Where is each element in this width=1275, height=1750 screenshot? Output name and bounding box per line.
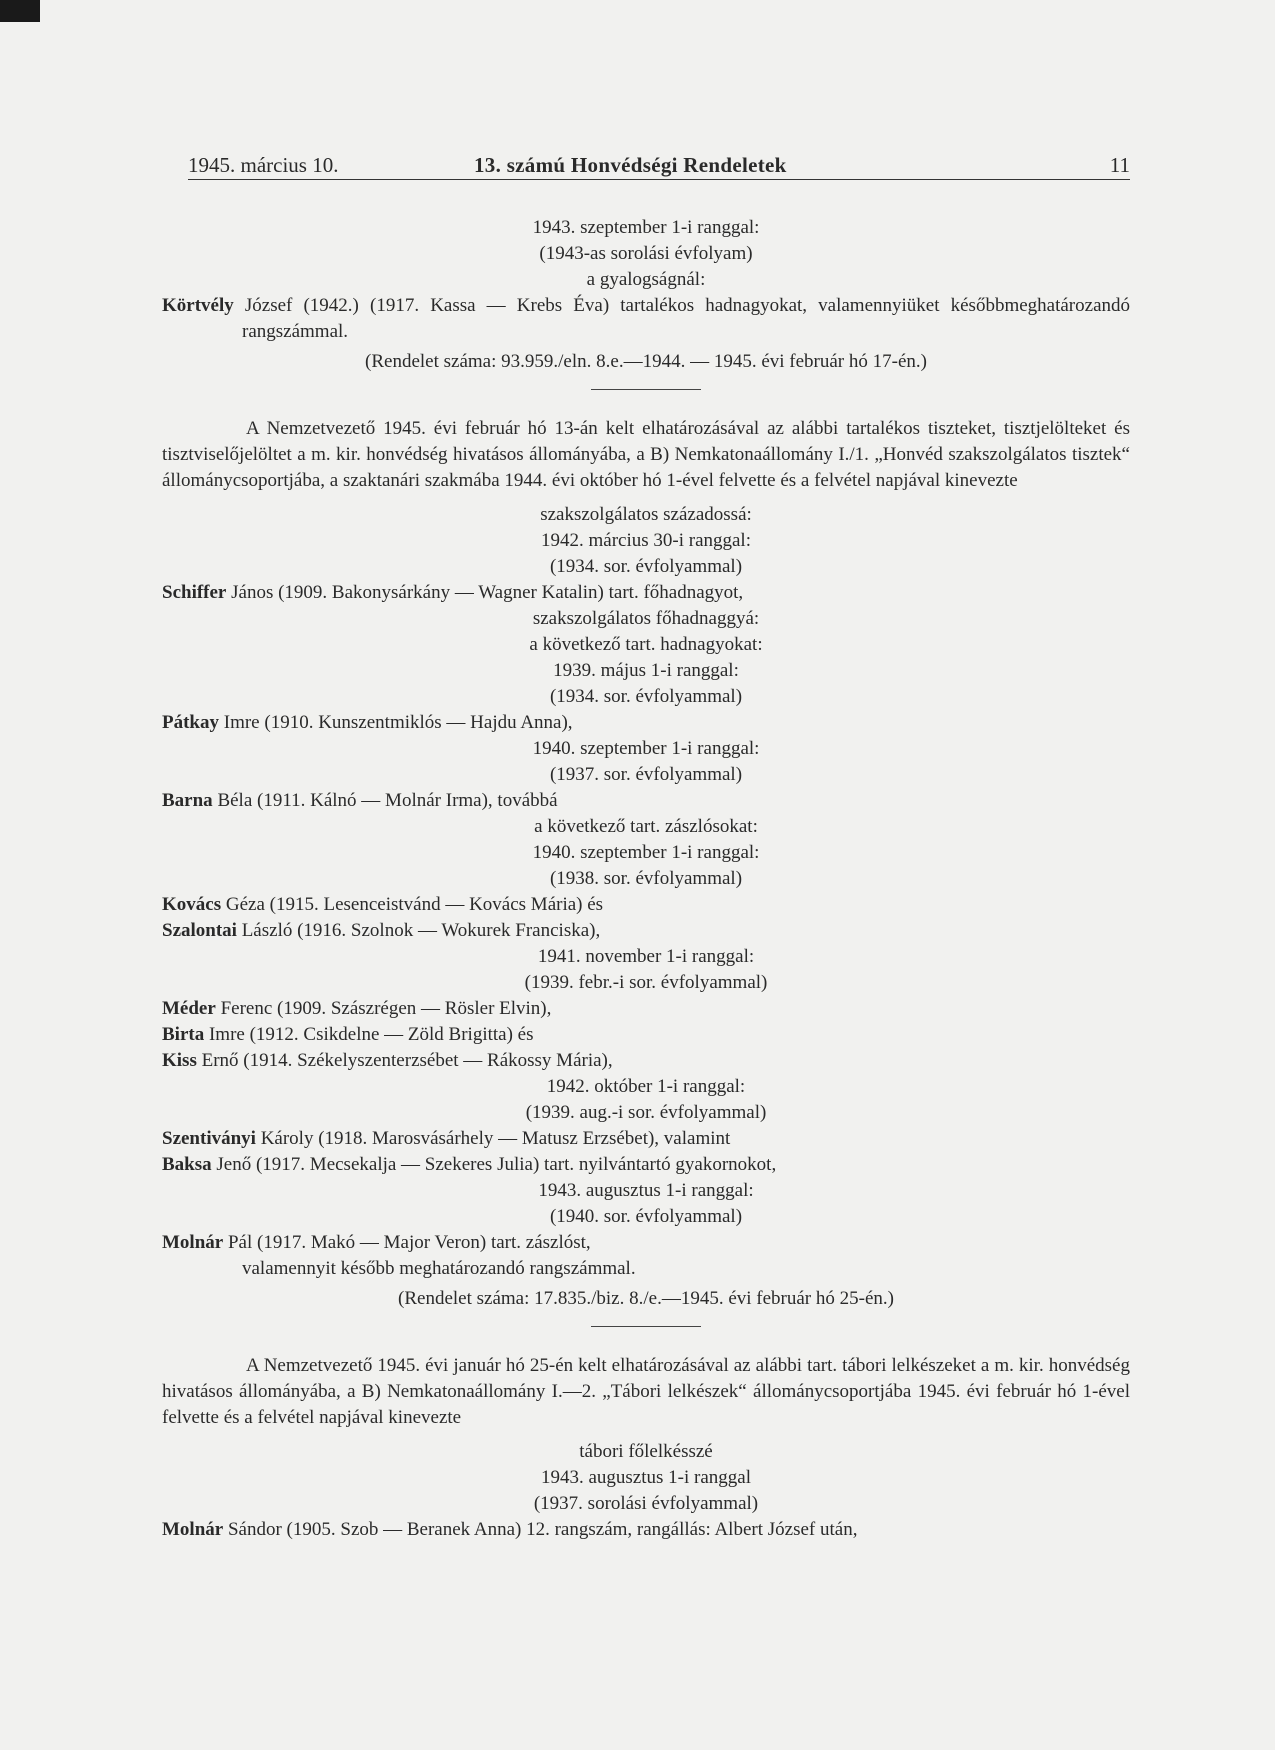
person-details: Imre (1910. Kunszentmiklós — Hajdu Anna), xyxy=(223,712,573,733)
branch-line: a gyalogságnál: xyxy=(586,269,706,290)
rank-date-line: 1942. október 1-i ranggal: xyxy=(546,1076,746,1097)
person-details: Károly (1918. Marosvásárhely — Matusz Erzsébet), valamint xyxy=(260,1128,731,1149)
rank-heading: szakszolgálatos főhadnaggyá: xyxy=(532,608,760,629)
person-details: Béla (1911. Kálnó — Molnár Irma), továbbá xyxy=(217,790,558,811)
order-reference: (Rendelet száma: 17.835./biz. 8./e.—1945. évi február hó 25-én.) xyxy=(398,1288,894,1309)
class-year-line: (1934. sor. évfolyammal) xyxy=(549,556,743,577)
person-details: Ferenc (1909. Szászrégen — Rösler Elvin), xyxy=(220,998,552,1019)
person-entry xyxy=(162,1230,1130,1256)
rank-heading: szakszolgálatos századossá: xyxy=(540,504,752,525)
group-heading: a következő tart. zászlósokat: xyxy=(534,816,758,837)
class-year-line: (1937. sorolási évfolyammal) xyxy=(533,1493,759,1514)
person-details: László (1916. Szolnok — Wokurek Franciska), xyxy=(241,920,601,941)
rank-date-line: 1943. augusztus 1-i ranggal xyxy=(540,1467,751,1488)
header-title: 13. számú Honvédségi Rendeletek xyxy=(474,153,787,177)
person-name: Kovács xyxy=(162,894,222,915)
rank-date-line: 1939. május 1-i ranggal: xyxy=(553,660,739,681)
section-divider xyxy=(591,389,701,390)
person-details: Géza (1915. Lesenceistvánd — Kovács Mária) és xyxy=(225,894,604,915)
person-entry xyxy=(162,1048,1130,1074)
person-name: Szalontai xyxy=(162,920,237,941)
person-entry xyxy=(162,996,1130,1022)
rank-date-line: 1940. szeptember 1-i ranggal: xyxy=(532,738,760,759)
rank-date-line: 1941. november 1-i ranggal: xyxy=(537,946,755,967)
person-details: Ernő (1914. Székelyszenterzsébet — Rákossy Mária), xyxy=(201,1050,613,1071)
class-year-line: (1943-as sorolási évfolyam) xyxy=(539,243,753,264)
person-details: Pál (1917. Makó — Major Veron) tart. zászlóst, xyxy=(227,1232,591,1253)
person-entry xyxy=(162,918,1130,944)
person-name: Baksa xyxy=(162,1154,212,1175)
person-name: Schiffer xyxy=(162,582,227,603)
header-date: 1945. március 10. xyxy=(188,153,339,177)
class-year-line: (1940. sor. évfolyammal) xyxy=(549,1206,743,1227)
person-name: Szentiványi xyxy=(162,1128,256,1149)
person-entry xyxy=(162,892,1130,918)
person-name: Méder xyxy=(162,998,216,1019)
rank-date-line: 1943. augusztus 1-i ranggal: xyxy=(538,1180,754,1201)
person-details: Sándor (1905. Szob — Beranek Anna) 12. rangszám, rangállás: Albert József után, xyxy=(227,1519,858,1540)
rank-heading: tábori főlelkésszé xyxy=(579,1441,713,1462)
person-details: Imre (1912. Csikdelne — Zöld Brigitta) és xyxy=(208,1024,534,1045)
person-name: Molnár xyxy=(162,1232,224,1253)
person-details: János (1909. Bakonysárkány — Wagner Katalin) tart. főhadnagyot, xyxy=(231,582,744,603)
person-entry xyxy=(162,1126,1130,1152)
class-year-line: (1939. febr.-i sor. évfolyammal) xyxy=(524,972,768,993)
person-name: Birta xyxy=(162,1024,205,1045)
person-name: Körtvély xyxy=(162,295,234,316)
person-name: Barna xyxy=(162,790,213,811)
group-heading: a következő tart. hadnagyokat: xyxy=(529,634,763,655)
person-entry-continuation: valamennyit később meghatározandó rangszámmal. xyxy=(242,1258,636,1279)
class-year-line: (1937. sor. évfolyammal) xyxy=(549,764,743,785)
rank-date-line: 1940. szeptember 1-i ranggal: xyxy=(532,842,760,863)
rank-date-line: 1942. március 30-i ranggal: xyxy=(540,530,751,551)
page-header xyxy=(188,153,1130,180)
decree-intro: A Nemzetvezető 1945. évi február hó 13-án kelt elhatározásával az alábbi tartalékos tiszteket, tisztjelölteket és tisztviselőjelöltet a m. kir. honvédség hivatásos állományába, a B) Nemkatonaállomány I./1. „Honvéd szakszolgálatos tisztek“ állománycsoportjába, a szaktanári szakmába 1944. évi október hó 1-ével felvette és a felvétel napjával kinevezte xyxy=(162,418,1130,491)
person-entry xyxy=(162,710,1130,736)
person-details: Jenő (1917. Mecsekalja — Szekeres Julia) tart. nyilvántartó gyakornokot, xyxy=(216,1154,777,1175)
order-reference: (Rendelet száma: 93.959./eln. 8.e.—1944. — 1945. évi február hó 17-én.) xyxy=(365,351,927,372)
person-entry xyxy=(162,580,1130,606)
person-entry xyxy=(162,1022,1130,1048)
class-year-line: (1934. sor. évfolyammal) xyxy=(549,686,743,707)
person-details: József (1942.) (1917. Kassa — Krebs Éva) tartalékos hadnagyokat, valamennyiüket későbbmeghatározandó rangszámmal. xyxy=(242,295,1131,342)
person-entry xyxy=(162,1517,1130,1543)
person-entry xyxy=(162,788,1130,814)
rank-date-line: 1943. szeptember 1-i ranggal: xyxy=(532,217,760,238)
person-entry xyxy=(162,293,1130,345)
person-name: Molnár xyxy=(162,1519,224,1540)
section-divider xyxy=(591,1326,701,1327)
page-content xyxy=(162,215,1130,1543)
person-name: Pátkay xyxy=(162,712,219,733)
class-year-line: (1938. sor. évfolyammal) xyxy=(549,868,743,889)
decree-intro: A Nemzetvezető 1945. évi január hó 25-én kelt elhatározásával az alábbi tart. tábori lelkészeket a m. kir. honvédség hivatásos állományába, a B) Nemkatonaállomány I.—2. „Tábori lelkészek“ állománycsoportjába 1945. évi február hó 1-ével felvette és a felvétel napjával kinevezte xyxy=(162,1355,1130,1428)
person-entry xyxy=(162,1152,1130,1178)
class-year-line: (1939. aug.-i sor. évfolyammal) xyxy=(525,1102,767,1123)
header-page-number: 11 xyxy=(1109,153,1130,177)
person-name: Kiss xyxy=(162,1050,197,1071)
